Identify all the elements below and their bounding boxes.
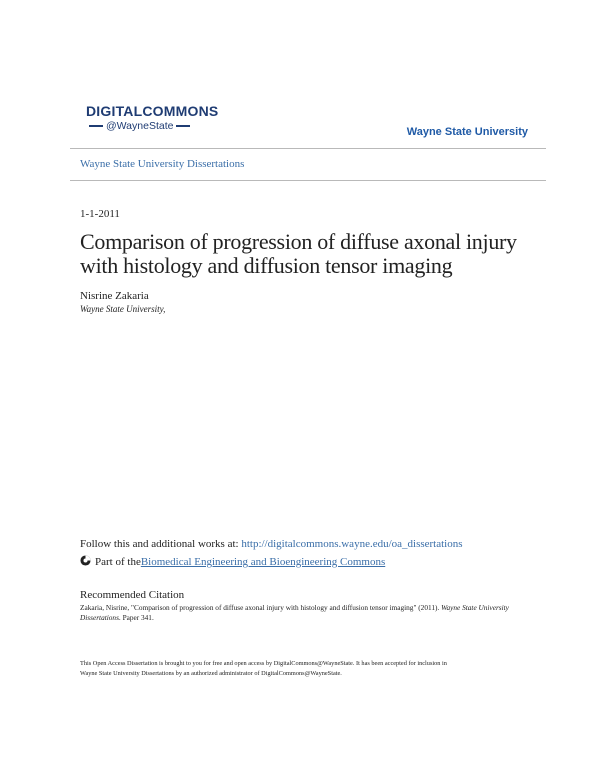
digitalcommons-logo[interactable]	[86, 104, 226, 132]
publication-date: 1-1-2011	[80, 208, 120, 220]
commons-icon	[80, 555, 91, 569]
logo-bottom-row	[86, 120, 226, 132]
biomedical-commons-link[interactable]: Biomedical Engineering and Bioengineering Commons	[140, 556, 386, 568]
logo-top-text: DIGITALCOMMONS	[86, 103, 219, 119]
citation-journal: Wayne State University Dissertations	[80, 603, 509, 622]
logo-dash-left	[89, 125, 103, 127]
logo-bottom-text: @WayneState	[106, 120, 174, 132]
collection-url-link[interactable]: http://digitalcommons.wayne.edu/oa_dissertations	[241, 538, 463, 550]
part-of-prefix: Part of the	[95, 556, 141, 568]
part-of-line	[80, 555, 385, 569]
citation-main: Zakaria, Nisrine, "Comparison of progression of diffuse axonal injury with histology and diffusion tensor imaging" (2011).	[80, 603, 442, 612]
citation-text	[80, 603, 520, 623]
access-statement	[80, 659, 530, 679]
bottom-divider	[70, 180, 546, 181]
citation-heading: Recommended Citation	[80, 589, 185, 601]
follow-line	[80, 538, 463, 550]
citation-paper: . Paper 341.	[118, 613, 154, 622]
author-affiliation: Wayne State University,	[80, 304, 166, 314]
access-statement-line2: Wayne State University Dissertations by an authorized administrator of DigitalCommons@WayneState.	[80, 670, 342, 677]
university-name[interactable]: Wayne State University	[406, 126, 528, 138]
follow-prefix: Follow this and additional works at:	[80, 538, 242, 550]
logo-dash-right	[176, 125, 190, 127]
series-link[interactable]: Wayne State University Dissertations	[80, 158, 245, 170]
author-name: Nisrine Zakaria	[80, 290, 149, 302]
top-divider	[70, 148, 546, 149]
document-title: Comparison of progression of diffuse axonal injury with histology and diffusion tensor imaging	[80, 229, 517, 278]
access-statement-line1: This Open Access Dissertation is brought to you for free and open access by DigitalCommons@WayneState. It has been accepted for inclusion in	[80, 660, 447, 667]
